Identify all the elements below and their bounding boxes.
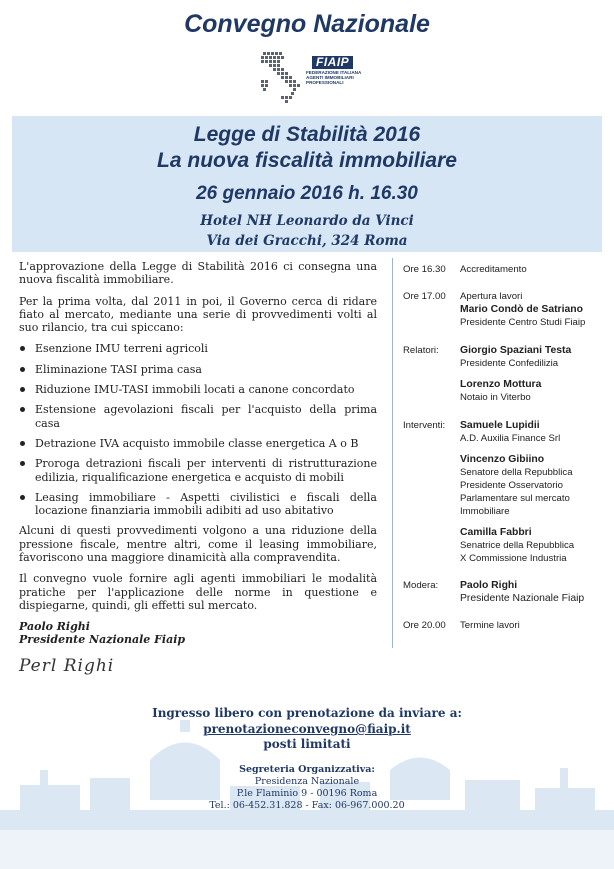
speaker-name: Samuele Lupidii [460,420,540,431]
secretariat-contacts: Tel.: 06-452.31.828 - Fax: 06-967.000.20 [209,800,405,811]
speaker-role: A.D. Auxilia Finance Srl [460,433,561,444]
schedule-row [403,579,603,605]
intro-paragraph: L'approvazione della Legge di Stabilità 2016 ci consegna una nuova fiscalità immobiliare. [19,260,377,287]
fiaip-logo [257,50,367,106]
measures-list [19,342,377,517]
speaker-role: Notaio in Viterbo [460,392,531,403]
list-item: Riduzione IMU-TASI immobili locati a canone concordato [19,383,377,396]
speaker-role: Presidente Nazionale Fiaip [460,593,585,604]
section-label: Interventi: [403,420,446,431]
booking-info: Ingresso libero con prenotazione da inviare a: [152,706,462,720]
schedule-desc: Apertura lavori [460,291,523,302]
section-label: Relatori: [403,345,439,356]
event-title-line2: La nuova fiscalità immobiliare [157,149,457,172]
booking-email-link[interactable]: prenotazioneconvegno@fiaip.it [203,722,411,736]
schedule-time: Ore 16.30 [403,264,446,275]
schedule-row [403,344,603,404]
secretariat-address: P.le Flaminio 9 - 00196 Roma [236,788,378,799]
schedule-row [403,263,603,276]
speaker-role: Presidente Centro Studi Fiaip [460,317,586,328]
list-item: Proroga detrazioni fiscali per interventi di ristrutturazione edilizia, riqualificazione energetica e acquisto di mobili [19,457,377,484]
speaker-role: Immobiliare [460,506,510,517]
logo-brand: FIAIP [312,56,353,69]
event-banner [12,116,602,252]
speaker-role: Senatrice della Repubblica [460,540,575,551]
speaker-name: Vincenzo Gibiino [460,454,545,465]
intro-paragraph: Per la prima volta, dal 2011 in poi, il Governo cerca di ridare fiato al mercato, mediante una serie di provvedimenti volti al suo rilancio, tra cui spiccano: [19,294,377,335]
intro-paragraph: Alcuni di questi provvedimenti volgono a una riduzione della pressione fiscale, mentre altri, come il leasing immobiliare, favoriscono una maggiore dinamicità alla compravendita. [19,524,377,565]
speaker-name: Giorgio Spaziani Testa [460,345,572,356]
italy-map-icon [257,50,307,106]
speaker-name: Paolo Righi [460,580,518,591]
event-venue: Hotel NH Leonardo da Vinci [200,213,414,229]
logo-text: FEDERAZIONE ITALIANA AGENTI IMMOBILIARI PROFESSIONALI [306,70,362,86]
secretariat-name: Presidenza Nazionale [254,776,360,787]
schedule-desc: Accreditamento [460,264,527,275]
schedule-row [403,619,603,632]
speaker-name: Lorenzo Mottura [460,379,542,390]
event-address: Via dei Gracchi, 324 Roma [206,233,408,249]
signer-title: Presidente Nazionale Fiaip [19,633,186,647]
page-title: Convegno Nazionale [184,10,430,38]
list-item: Eliminazione TASI prima casa [19,363,377,376]
signer-name: Paolo Righi [19,620,90,634]
intro-text [19,260,377,677]
list-item: Leasing immobiliare - Aspetti civilistici e fiscali della locazione finanziaria immobili adibiti ad uso abitativo [19,491,377,518]
secretariat-label: Segreteria Organizzativa: [239,764,375,775]
schedule-desc: Termine lavori [460,620,520,631]
speaker-name: Mario Condò de Satriano [460,304,583,315]
seats-note: posti limitati [263,737,351,751]
schedule-time: Ore 20.00 [403,620,446,631]
booking-footer [0,706,614,812]
schedule-row [403,290,603,329]
event-date: 26 gennaio 2016 h. 16.30 [196,183,418,204]
speaker-role: Presidente Confedilizia [460,358,559,369]
intro-paragraph: Il convegno vuole fornire agli agenti immobiliari le modalità pratiche per l'applicazione delle norme in questione e dispiegarne, quindi, gli effetti sul mercato. [19,572,377,612]
speaker-role: Presidente Osservatorio [460,480,563,491]
speaker-name: Camilla Fabbri [460,527,532,538]
event-title-line1: Legge di Stabilità 2016 [193,123,421,146]
schedule-row [403,419,603,565]
list-item: Esenzione IMU terreni agricoli [19,342,377,355]
speaker-role: X Commissione Industria [460,553,567,564]
handwritten-signature: Perl Righi [19,656,115,677]
list-item: Detrazione IVA acquisto immobile classe energetica A o B [19,437,377,450]
list-item: Estensione agevolazioni fiscali per l'acquisto della prima casa [19,403,377,430]
schedule-time: Ore 17.00 [403,291,446,302]
speaker-role: Parlamentare sul mercato [460,493,570,504]
section-label: Modera: [403,580,439,591]
column-divider [392,258,393,648]
program-schedule [403,263,603,632]
speaker-role: Senatore della Repubblica [460,467,573,478]
